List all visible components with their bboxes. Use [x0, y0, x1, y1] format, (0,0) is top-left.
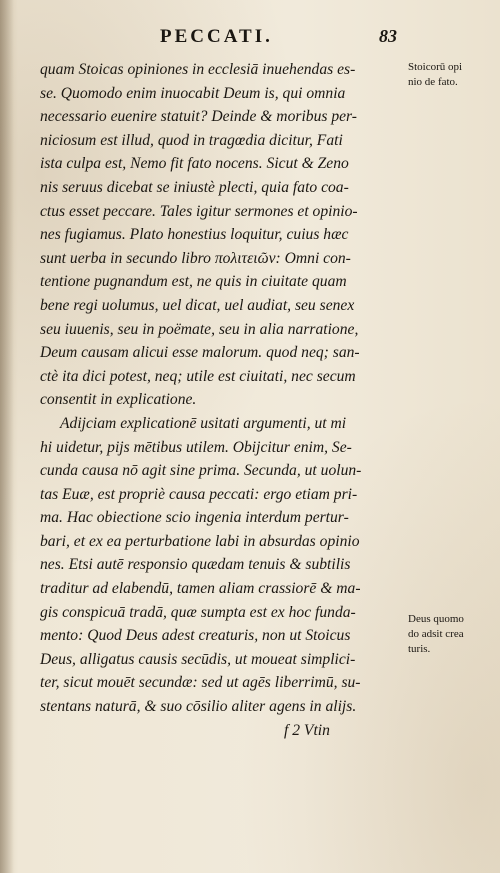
text-line: ma. Hac obiectione scio ingenia interdum pertur- — [40, 509, 349, 527]
text-line: bari, et ex ea perturbatione labi in absurdas opinio — [40, 532, 360, 550]
text-line: ctè ita dici potest, neq; utile est ciuitati, nec secum — [40, 367, 356, 385]
text-line: Deus, alligatus causis secūdis, ut moueat simplici- — [40, 650, 356, 668]
text-line: niciosum est illud, quod in tragœdia dicitur, Fati — [40, 131, 343, 149]
text-line: consentit in explicatione. — [40, 391, 197, 409]
text-line: stentans naturā, & suo cōsilio aliter agens in alijs. — [40, 698, 357, 716]
text-line: traditur ad elabendū, tamen aliam crassiorē & ma- — [40, 580, 361, 598]
text-line: nes. Etsi autē responsio quædam tenuis & subtilis — [40, 556, 351, 574]
text-line: seu iuuenis, seu in poëmate, seu in alia narratione, — [40, 320, 359, 338]
margin-note-line: nio de fato. — [408, 76, 458, 88]
running-head: PECCATI. — [160, 26, 273, 47]
text-line: Deum causam alicui esse malorum. quod neq; san- — [40, 344, 360, 362]
text-line: se. Quomodo enim inuocabit Deum is, qui omnia — [40, 84, 346, 102]
text-line: necessario euenire statuit? Deinde & moribus per- — [40, 108, 357, 126]
margin-note-line: turis. — [408, 643, 431, 655]
text-line: gis conspicuā tradā, quæ sumpta est ex hoc funda- — [40, 603, 356, 621]
margin-note-line: Stoicorū opi — [408, 61, 463, 73]
gutter-shadow — [0, 0, 14, 873]
main-text-block — [40, 58, 400, 742]
text-line: ctus esset peccare. Tales igitur sermones et opinio- — [40, 202, 358, 220]
text-line: tentione pugnandum est, ne quis in ciuitate quam — [40, 273, 347, 291]
signature-catchword-line: f 2 Vtin — [284, 721, 330, 739]
text-line: mento: Quod Deus adest creaturis, non ut Stoicus — [40, 627, 351, 645]
text-line: nes fugiamus. Plato honestius loquitur, cuius hæc — [40, 226, 349, 244]
margin-note-god-presence — [408, 612, 496, 657]
text-line: ter, sicut mouēt secundæ: sed ut agēs liberrimū, su- — [40, 674, 361, 692]
text-line: quam Stoicas opiniones in ecclesiā inuehendas es- — [40, 61, 356, 78]
page-number: 83 — [379, 26, 397, 46]
text-line: cunda causa nō agit sine prima. Secunda, ut uolun- — [40, 462, 362, 480]
text-line: nis seruus dicebat se iniustè plecti, quia fato coa- — [40, 178, 349, 196]
margin-note-line: Deus quomo — [408, 613, 464, 625]
text-line: bene regi uolumus, uel dicat, uel audiat, seu senex — [40, 296, 355, 314]
text-line: sunt uerba in secundo libro πολιτειῶν: Omni con- — [40, 249, 351, 267]
paragraph-start-line: Adijciam explicationē usitati argumenti, ut mi — [60, 414, 347, 432]
margin-note-stoic-fate — [408, 60, 496, 90]
margin-note-line: do adsit crea — [408, 628, 464, 640]
text-line: hi uidetur, pijs mētibus utilem. Obijcitur enim, Se- — [40, 438, 352, 456]
text-line: ista culpa est, Nemo fit fato nocens. Sicut & Zeno — [40, 155, 349, 173]
text-line: tas Euæ, est propriè causa peccati: ergo etiam pri- — [40, 485, 358, 503]
